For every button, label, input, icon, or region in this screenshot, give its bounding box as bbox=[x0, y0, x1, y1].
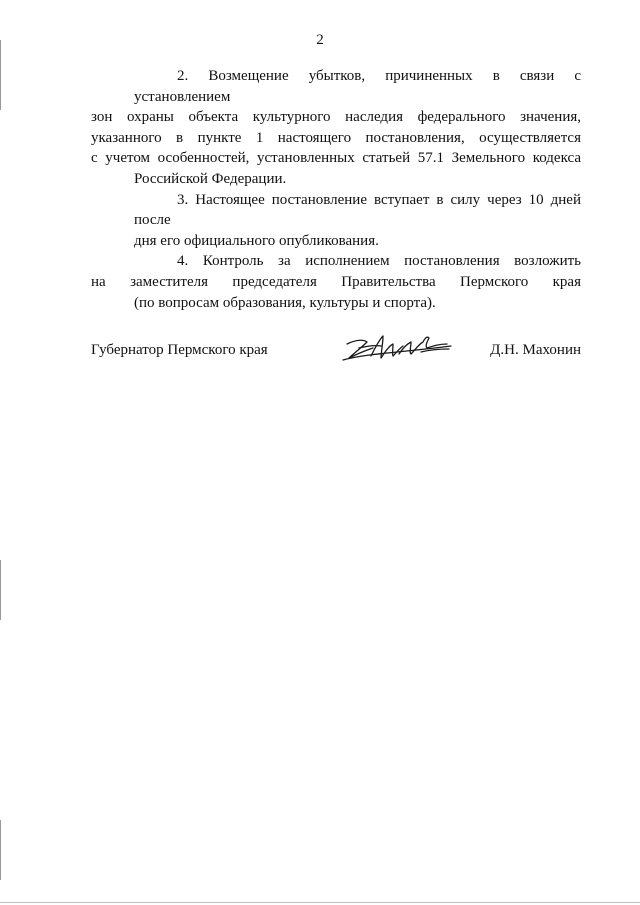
signature-block bbox=[91, 330, 581, 370]
paragraph-4 bbox=[91, 251, 581, 313]
paragraph-line: зон охраны объекта культурного наследия федерального значения, bbox=[91, 109, 581, 126]
paragraph-line: 3. Настоящее постановление вступает в силу через 10 дней после bbox=[134, 191, 581, 229]
scan-artifact bbox=[0, 820, 1, 880]
paragraph-2 bbox=[91, 66, 581, 190]
paragraph-line: Российской Федерации. bbox=[134, 170, 287, 187]
handwritten-signature bbox=[337, 330, 455, 364]
paragraph-line: 4. Контроль за исполнением постановления возложить bbox=[177, 253, 581, 270]
paragraph-line: (по вопросам образования, культуры и спорта). bbox=[134, 294, 436, 311]
signatory-name: Д.Н. Махонин bbox=[490, 342, 581, 358]
paragraph-line: дня его официального опубликования. bbox=[134, 232, 379, 249]
page-number: 2 bbox=[316, 32, 324, 48]
scan-artifact bbox=[0, 40, 1, 110]
signatory-title: Губернатор Пермского края bbox=[91, 342, 268, 358]
scan-edge-line bbox=[0, 902, 640, 903]
paragraph-line: указанного в пункте 1 настоящего постановления, осуществляется bbox=[91, 129, 581, 146]
document-body bbox=[91, 66, 581, 313]
paragraph-line: с учетом особенностей, установленных статьей 57.1 Земельного кодекса bbox=[91, 150, 581, 167]
scan-artifact bbox=[0, 560, 1, 620]
paragraph-line: 2. Возмещение убытков, причиненных в связи с установлением bbox=[134, 68, 581, 105]
paragraph-line: на заместителя председателя Правительства Пермского края bbox=[91, 273, 581, 290]
paragraph-3 bbox=[91, 190, 581, 252]
